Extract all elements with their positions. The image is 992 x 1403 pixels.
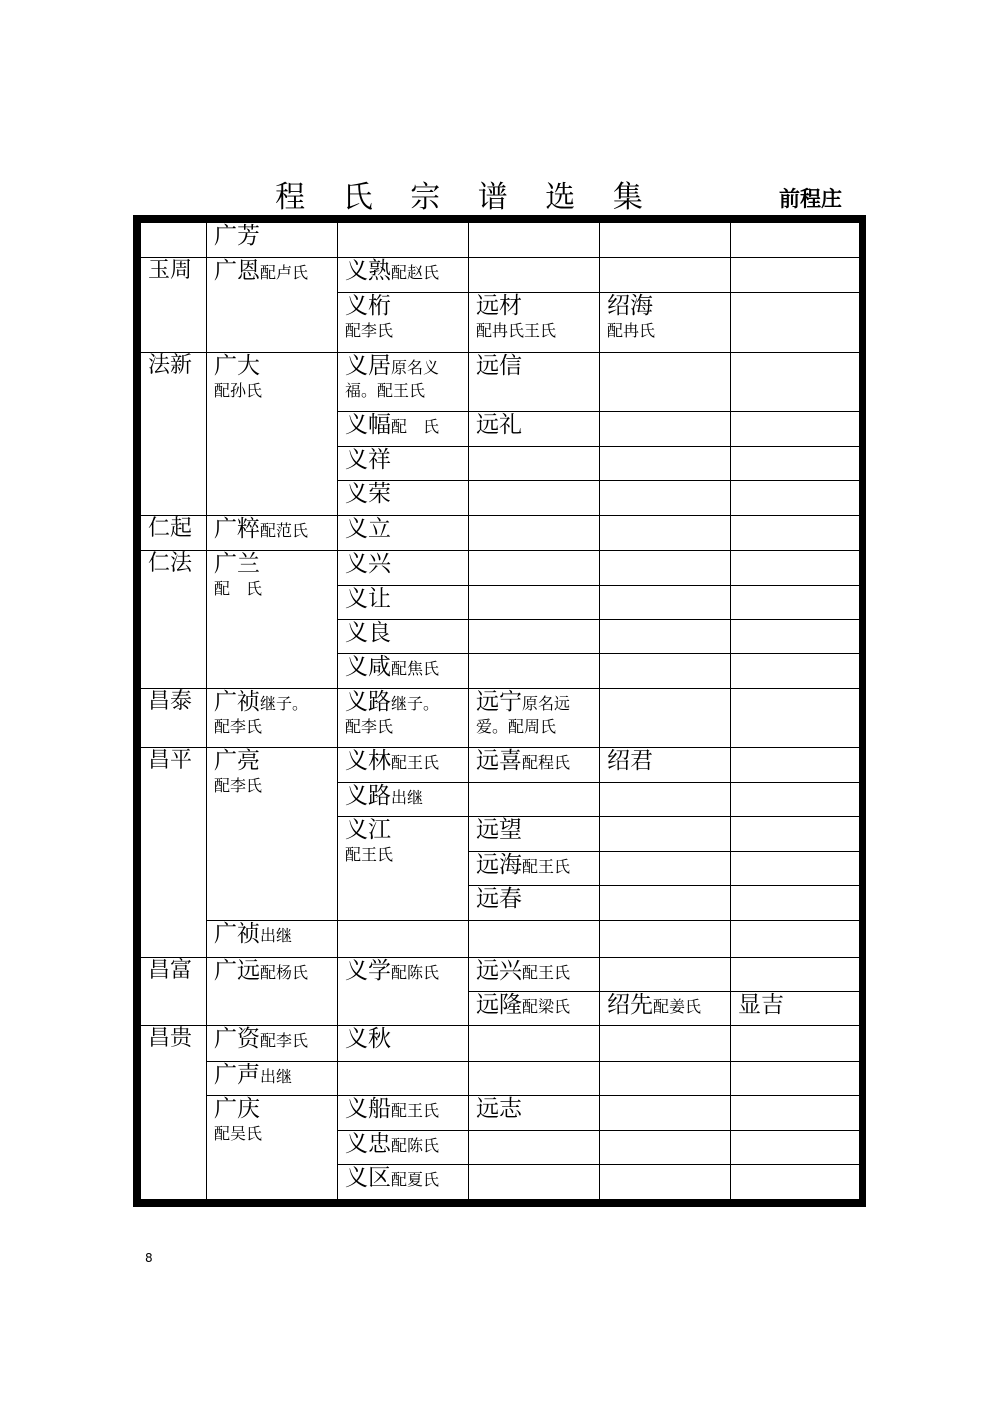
place-label: 前程庄 bbox=[779, 187, 842, 211]
spouse-note: 配卢氏 bbox=[260, 263, 309, 283]
name-cell: 义居 bbox=[345, 353, 391, 380]
name-cell: 义区 bbox=[345, 1164, 391, 1191]
spouse-note: 配陈氏 bbox=[391, 1135, 440, 1155]
spouse-note: 配范氏 bbox=[260, 520, 309, 540]
name-cell: 广粹 bbox=[214, 515, 260, 542]
table-row bbox=[141, 1026, 860, 1061]
spouse-note: 原名远 bbox=[522, 693, 571, 713]
page-title: 程 氏 宗 谱 选 集 bbox=[275, 180, 657, 215]
name-cell: 义林 bbox=[345, 747, 391, 774]
spouse-note: 继子。 bbox=[391, 693, 440, 713]
spouse-note: 配吴氏 bbox=[214, 1123, 263, 1143]
name-cell: 义路 bbox=[345, 688, 391, 715]
name-cell: 远宁 bbox=[476, 688, 522, 715]
name-cell: 广祯 bbox=[214, 921, 260, 948]
name-cell: 义让 bbox=[345, 585, 391, 612]
table-row bbox=[141, 515, 860, 550]
name-cell: 义江 bbox=[345, 817, 391, 844]
name-cell: 广兰 bbox=[214, 550, 260, 577]
table-row bbox=[141, 921, 860, 958]
name-cell: 义良 bbox=[345, 619, 391, 646]
name-cell: 义兴 bbox=[345, 550, 391, 577]
name-cell: 广资 bbox=[214, 1026, 260, 1053]
name-cell: 义忠 bbox=[345, 1130, 391, 1157]
name-cell: 义祥 bbox=[345, 447, 391, 474]
spouse-note: 配李氏 bbox=[345, 716, 394, 736]
spouse-note: 配王氏 bbox=[522, 963, 571, 983]
name-cell: 绍海 bbox=[607, 293, 653, 320]
spouse-note: 配 氏 bbox=[214, 578, 263, 598]
name-cell: 远春 bbox=[476, 886, 522, 913]
spouse-note: 配冉氏王氏 bbox=[476, 321, 557, 341]
name-cell: 义学 bbox=[345, 958, 391, 985]
table-row bbox=[141, 353, 860, 412]
table-row bbox=[141, 550, 860, 585]
name-cell: 远材 bbox=[476, 293, 522, 320]
name-cell: 绍先 bbox=[607, 992, 653, 1019]
name-cell: 广远 bbox=[214, 958, 260, 985]
spouse-note: 配 氏 bbox=[391, 417, 440, 437]
spouse-note: 配王氏 bbox=[522, 857, 571, 877]
spouse-note: 配陈氏 bbox=[391, 963, 440, 983]
name-cell: 远望 bbox=[476, 817, 522, 844]
name-cell: 义咸 bbox=[345, 653, 391, 680]
name-cell: 远隆 bbox=[476, 992, 522, 1019]
spouse-note: 福。配王氏 bbox=[345, 381, 426, 401]
name-cell: 远喜 bbox=[476, 747, 522, 774]
name-cell: 绍君 bbox=[607, 747, 653, 774]
ancestor-name: 仁起 bbox=[148, 515, 193, 541]
name-cell: 远海 bbox=[476, 852, 522, 879]
spouse-note: 配冉氏 bbox=[607, 321, 656, 341]
page-number: 8 bbox=[145, 1251, 153, 1265]
spouse-note: 配孙氏 bbox=[214, 381, 263, 401]
spouse-note: 配王氏 bbox=[345, 845, 394, 865]
name-cell: 广亮 bbox=[214, 747, 260, 774]
ancestor-name: 昌贵 bbox=[148, 1026, 193, 1052]
spouse-note: 出继 bbox=[260, 1066, 293, 1086]
table-row bbox=[141, 1095, 860, 1130]
spouse-note: 出继 bbox=[260, 926, 293, 946]
name-cell: 义桁 bbox=[345, 293, 391, 320]
spouse-note: 继子。 bbox=[260, 693, 309, 713]
name-cell: 广声 bbox=[214, 1061, 260, 1088]
spouse-note: 出继 bbox=[391, 788, 424, 808]
table-row bbox=[141, 688, 860, 747]
table-row bbox=[141, 258, 860, 293]
spouse-note: 配王氏 bbox=[391, 1100, 440, 1120]
spouse-note: 配焦氏 bbox=[391, 658, 440, 678]
spouse-note: 配李氏 bbox=[260, 1031, 309, 1051]
name-cell: 广大 bbox=[214, 353, 260, 380]
spouse-note: 配李氏 bbox=[214, 775, 263, 795]
name-cell: 广祯 bbox=[214, 688, 260, 715]
table-row bbox=[141, 223, 860, 258]
ancestor-name: 昌富 bbox=[148, 958, 193, 984]
spouse-note: 爱。配周氏 bbox=[476, 716, 557, 736]
name-cell: 义船 bbox=[345, 1095, 391, 1122]
spouse-note: 原名义 bbox=[391, 358, 440, 378]
name-cell: 义路 bbox=[345, 783, 391, 810]
spouse-note: 配李氏 bbox=[345, 321, 394, 341]
table-row bbox=[141, 1061, 860, 1095]
name-cell: 广恩 bbox=[214, 258, 260, 285]
ancestor-name: 昌泰 bbox=[148, 688, 193, 714]
name-cell: 广庆 bbox=[214, 1095, 260, 1122]
ancestor-name: 玉周 bbox=[148, 258, 193, 284]
name-cell: 义荣 bbox=[345, 481, 391, 508]
spouse-note: 配夏氏 bbox=[391, 1169, 440, 1189]
table-row bbox=[141, 958, 860, 992]
name-cell: 义幅 bbox=[345, 412, 391, 439]
name-cell: 义立 bbox=[345, 515, 391, 542]
name-cell: 远礼 bbox=[476, 412, 522, 439]
ancestor-name: 法新 bbox=[148, 353, 193, 379]
spouse-note: 配赵氏 bbox=[391, 263, 440, 283]
name-cell: 远兴 bbox=[476, 958, 522, 985]
ancestor-name: 昌平 bbox=[148, 747, 193, 773]
name-cell: 义秋 bbox=[345, 1026, 391, 1053]
name-cell: 广芳 bbox=[214, 223, 260, 249]
table-row bbox=[141, 747, 860, 782]
ancestor-name: 仁法 bbox=[148, 550, 193, 576]
spouse-note: 配姜氏 bbox=[653, 997, 702, 1017]
genealogy-table bbox=[140, 222, 860, 1200]
spouse-note: 配梁氏 bbox=[522, 997, 571, 1017]
spouse-note: 配李氏 bbox=[214, 716, 263, 736]
name-cell: 义熟 bbox=[345, 258, 391, 285]
name-cell: 显吉 bbox=[738, 992, 784, 1019]
name-cell: 远信 bbox=[476, 353, 522, 380]
spouse-note: 配程氏 bbox=[522, 752, 571, 772]
name-cell: 远志 bbox=[476, 1095, 522, 1122]
spouse-note: 配王氏 bbox=[391, 752, 440, 772]
spouse-note: 配杨氏 bbox=[260, 963, 309, 983]
